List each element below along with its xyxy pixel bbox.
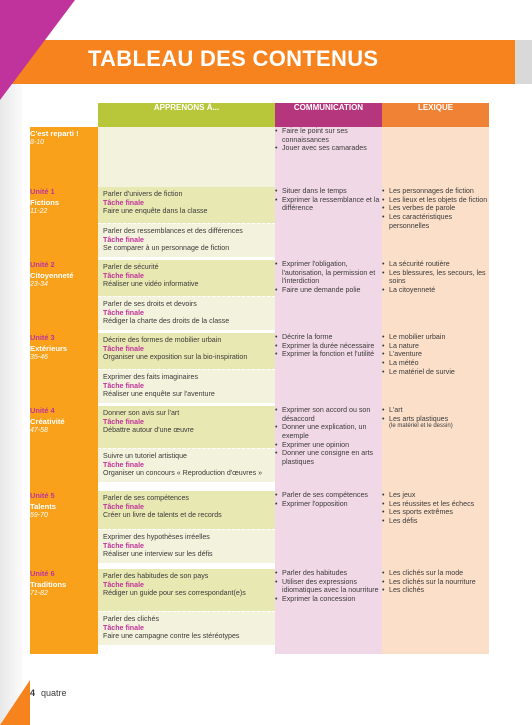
- unit-title: Créativité: [30, 417, 65, 427]
- communication-cell: [275, 127, 382, 187]
- unit-row: [30, 260, 489, 333]
- lexique-item: • Les arts plastiques: [382, 415, 489, 424]
- lexique-item: • L'aventure: [382, 350, 489, 359]
- lexique-note: (le matériel et le dessin): [389, 423, 453, 430]
- final-task-text: Organiser une exposition sur la bio-inspiration: [103, 353, 248, 362]
- lexique-item: • Les clichés: [382, 586, 489, 595]
- lexique-list: [382, 260, 489, 295]
- unit-cell: [30, 333, 98, 406]
- lexique-item: • Les blessures, les secours, les soins: [382, 269, 489, 286]
- unit-label: Unité 6: [30, 569, 55, 578]
- final-task-text: Débattre autour d'une œuvre: [103, 426, 194, 435]
- unit-cell: [30, 187, 98, 260]
- communication-item: • Donner une consigne en arts plastiques: [275, 449, 382, 466]
- lexique-item: • Le matériel de survie: [382, 368, 489, 377]
- objective-block: [98, 296, 275, 330]
- final-task-label: Tâche finale: [103, 417, 145, 426]
- unit-cell: [30, 260, 98, 333]
- communication-item: • Exprimer la fonction et l'utilité: [275, 350, 382, 359]
- binding-shadow: [0, 0, 22, 725]
- unit-pages: 23-34: [30, 281, 48, 289]
- final-task-label: Tâche finale: [103, 235, 145, 244]
- unit-label: Unité 5: [30, 491, 55, 500]
- objective-block: [98, 569, 275, 611]
- final-task-label: Tâche finale: [103, 502, 145, 511]
- lexique-item: • Les défis: [382, 517, 489, 526]
- unit-title: Extérieurs: [30, 344, 68, 354]
- communication-cell: [275, 187, 382, 260]
- objective-text: Parler de sécurité: [103, 263, 159, 271]
- objective-text: Parler d'univers de fiction: [103, 190, 183, 198]
- page-number-word: quatre: [41, 688, 67, 698]
- unit-row: [30, 569, 489, 654]
- objective-block: [98, 223, 275, 257]
- apprenons-cell: [98, 260, 275, 333]
- apprenons-cell: [98, 491, 275, 569]
- objective-text: Décrire des formes de mobilier urbain: [103, 336, 222, 344]
- lexique-list: [382, 491, 489, 526]
- communication-list: [275, 491, 382, 508]
- final-task-text: Rédiger la charte des droits de la classe: [103, 317, 230, 326]
- lexique-item: • Les sports extrêmes: [382, 508, 489, 517]
- unit-row: [30, 491, 489, 569]
- communication-cell: [275, 569, 382, 654]
- final-task-text: Se comparer à un personnage de fiction: [103, 244, 230, 253]
- objective-text: Parler de ses compétences: [103, 494, 189, 502]
- objective-block: [98, 448, 275, 482]
- objective-block: [98, 529, 275, 563]
- objective-text: Parler des ressemblances et des différences: [103, 227, 243, 235]
- communication-list: [275, 333, 382, 359]
- column-header-apprenons: APPRENONS À...: [98, 103, 275, 127]
- communication-item: • Faire le point sur ses connaissances: [275, 127, 382, 144]
- unit-row: [30, 127, 489, 187]
- unit-cell: [30, 569, 98, 654]
- unit-label: Unité 2: [30, 260, 55, 269]
- communication-item: • Situer dans le temps: [275, 187, 382, 196]
- final-task-text: Faire une campagne contre les stéréotypes: [103, 632, 240, 641]
- lexique-list: [382, 569, 489, 595]
- communication-item: • Exprimer son accord ou son désaccord: [275, 406, 382, 423]
- objective-text: Exprimer des hypothèses irréelles: [103, 533, 210, 541]
- final-task-label: Tâche finale: [103, 344, 145, 353]
- objective-text: Suivre un tutoriel artistique: [103, 452, 187, 460]
- unit-title: Fictions: [30, 198, 60, 208]
- communication-item: • Donner une explication, un exemple: [275, 423, 382, 440]
- communication-item: • Exprimer la ressemblance et la différence: [275, 196, 382, 213]
- unit-pages: 47-58: [30, 427, 48, 435]
- communication-item: • Exprimer la durée nécessaire: [275, 342, 382, 351]
- objective-block: [98, 406, 275, 448]
- final-task-text: Faire une enquête dans la classe: [103, 207, 208, 216]
- communication-cell: [275, 333, 382, 406]
- unit-cell: [30, 127, 98, 187]
- communication-item: • Exprimer l'obligation, l'autorisation, la permission et l'interdiction: [275, 260, 382, 286]
- objective-text: Parler de ses droits et devoirs: [103, 300, 197, 308]
- communication-list: [275, 406, 382, 466]
- apprenons-cell: [98, 333, 275, 406]
- apprenons-cell: [98, 187, 275, 260]
- contents-body: [30, 127, 489, 654]
- lexique-cell: [382, 260, 489, 333]
- communication-cell: [275, 260, 382, 333]
- final-task-text: Réaliser une enquête sur l'aventure: [103, 390, 215, 399]
- lexique-item: • L'art: [382, 406, 489, 415]
- lexique-item: • Les verbes de parole: [382, 204, 489, 213]
- final-task-text: Organiser un concours « Reproduction d'œuvres »: [103, 469, 263, 478]
- lexique-cell: [382, 187, 489, 260]
- communication-list: [275, 569, 382, 604]
- final-task-label: Tâche finale: [103, 271, 145, 280]
- page-number: [30, 688, 67, 698]
- final-task-label: Tâche finale: [103, 308, 145, 317]
- unit-pages: 11-22: [30, 208, 48, 216]
- objective-block: [98, 260, 275, 296]
- final-task-label: Tâche finale: [103, 623, 145, 632]
- communication-list: [275, 187, 382, 213]
- column-header-lexique: LEXIQUE: [382, 103, 489, 127]
- unit-pages: 71-82: [30, 590, 48, 598]
- objective-block: [98, 333, 275, 369]
- apprenons-cell: [98, 569, 275, 654]
- final-task-text: Réaliser une interview sur les défis: [103, 550, 213, 559]
- lexique-list: [382, 406, 489, 423]
- lexique-item: • La nature: [382, 342, 489, 351]
- objective-text: Donner son avis sur l'art: [103, 409, 180, 417]
- lexique-item: • Les clichés sur la mode: [382, 569, 489, 578]
- lexique-item: • Les personnages de fiction: [382, 187, 489, 196]
- final-task-label: Tâche finale: [103, 460, 145, 469]
- communication-cell: [275, 491, 382, 569]
- lexique-cell: [382, 569, 489, 654]
- lexique-item: • La sécurité routière: [382, 260, 489, 269]
- unit-pages: 8-10: [30, 139, 45, 147]
- header-edge: [515, 40, 532, 84]
- communication-cell: [275, 406, 382, 491]
- unit-label: Unité 1: [30, 187, 55, 196]
- lexique-cell: [382, 406, 489, 491]
- communication-item: • Utiliser des expressions idiomatiques avec la nourriture: [275, 578, 382, 595]
- communication-item: • Parler de ses compétences: [275, 491, 382, 500]
- lexique-item: • La citoyenneté: [382, 286, 489, 295]
- unit-title: Traditions: [30, 580, 67, 590]
- communication-item: • Exprimer la concession: [275, 595, 382, 604]
- objective-text: Parler des clichés: [103, 615, 159, 623]
- lexique-cell: [382, 333, 489, 406]
- final-task-label: Tâche finale: [103, 381, 145, 390]
- final-task-label: Tâche finale: [103, 541, 145, 550]
- lexique-item: • Les caractéristiques personnelles: [382, 213, 489, 230]
- lexique-cell: [382, 127, 489, 187]
- lexique-item: • Les lieux et les objets de fiction: [382, 196, 489, 205]
- objective-block: [98, 611, 275, 645]
- contents-table: [30, 103, 489, 654]
- communication-item: • Parler des habitudes: [275, 569, 382, 578]
- unit-pages: 35-46: [30, 354, 48, 362]
- lexique-item: • Les jeux: [382, 491, 489, 500]
- apprenons-cell: [98, 127, 275, 187]
- unit-label: Unité 4: [30, 406, 55, 415]
- lexique-list: [382, 333, 489, 376]
- final-task-label: Tâche finale: [103, 198, 145, 207]
- communication-item: • Faire une demande polie: [275, 286, 382, 295]
- objective-block: [98, 491, 275, 529]
- communication-item: • Jouer avec ses camarades: [275, 144, 382, 153]
- communication-item: • Exprimer une opinion: [275, 441, 382, 450]
- unit-title: Talents: [30, 502, 57, 512]
- lexique-item: • Les clichés sur la nourriture: [382, 578, 489, 587]
- communication-item: • Décrire la forme: [275, 333, 382, 342]
- unit-title: Citoyenneté: [30, 271, 74, 281]
- final-task-label: Tâche finale: [103, 580, 145, 589]
- unit-row: [30, 187, 489, 260]
- lexique-cell: [382, 491, 489, 569]
- final-task-text: Rédiger un guide pour ses correspondant(e)s: [103, 589, 246, 598]
- lexique-item: • Les réussites et les échecs: [382, 500, 489, 509]
- objective-text: Exprimer des faits imaginaires: [103, 373, 199, 381]
- page-title: TABLEAU DES CONTENUS: [88, 46, 379, 71]
- page-number-digit: 4: [30, 688, 36, 698]
- unit-title: C'est reparti !: [30, 129, 79, 138]
- lexique-item: • La météo: [382, 359, 489, 368]
- header-empty-cell: [30, 103, 98, 127]
- objective-text: Parler des habitudes de son pays: [103, 572, 209, 580]
- unit-pages: 59-70: [30, 512, 48, 520]
- objective-block: [98, 187, 275, 223]
- unit-cell: [30, 491, 98, 569]
- column-header-communication: COMMUNICATION: [275, 103, 382, 127]
- communication-item: • Exprimer l'opposition: [275, 500, 382, 509]
- apprenons-cell: [98, 406, 275, 491]
- communication-list: [275, 260, 382, 295]
- unit-row: [30, 406, 489, 491]
- unit-row: [30, 333, 489, 406]
- final-task-text: Réaliser une vidéo informative: [103, 280, 199, 289]
- unit-cell: [30, 406, 98, 491]
- lexique-item: • Le mobilier urbain: [382, 333, 489, 342]
- lexique-list: [382, 187, 489, 230]
- final-task-text: Créer un livre de talents et de records: [103, 511, 222, 520]
- communication-list: [275, 127, 382, 153]
- objective-block: [98, 369, 275, 403]
- unit-label: Unité 3: [30, 333, 55, 342]
